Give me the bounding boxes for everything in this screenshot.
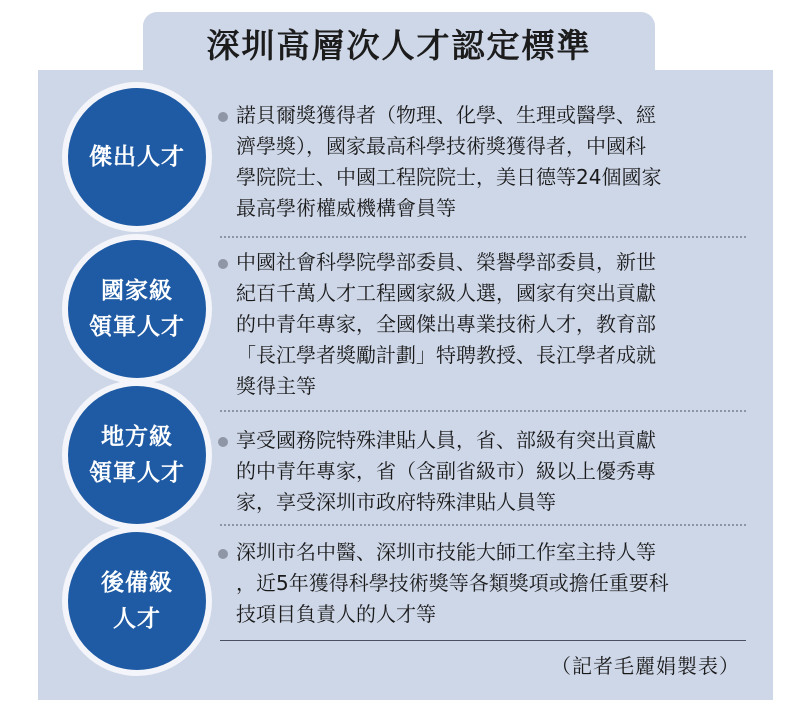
category-label-line: 人才 <box>113 606 161 632</box>
description-line: 深圳市名中醫、深圳市技能大師工作室主持人等 <box>236 540 656 564</box>
bullet-icon <box>218 259 228 269</box>
description-line: 獎得主等 <box>236 374 316 398</box>
category-badge-local <box>68 386 206 524</box>
bullet-icon <box>218 112 228 122</box>
description-line: 的中青年專家，全國傑出專業技術人才，教育部 <box>236 312 656 336</box>
description-line: 學院院士、中國工程院院士，美日德等24個國家 <box>236 165 662 189</box>
category-label-line: 領軍人才 <box>89 314 185 340</box>
description-line: 濟學獎），國家最高科學技術獎獲得者，中國科 <box>236 134 646 158</box>
row-divider <box>220 410 746 412</box>
footer-divider <box>220 640 746 641</box>
description-line: 中國社會科學院學部委員、榮譽學部委員，新世 <box>236 250 656 274</box>
description-line: 家，享受深圳市政府特殊津貼人員等 <box>236 490 556 514</box>
page-title: 深圳高層次人才認定標準 <box>206 25 592 65</box>
description-line: 諾貝爾獎獲得者（物理、化學、生理或醫學、經 <box>236 103 656 127</box>
bullet-icon <box>218 437 228 447</box>
description-line: ，近5年獲得科學技術獎等各類獎項或擔任重要科 <box>236 571 669 595</box>
category-description <box>236 537 756 630</box>
category-description <box>236 100 756 224</box>
row-divider <box>220 524 746 526</box>
row-divider <box>220 236 746 238</box>
category-label-line: 傑出人才 <box>89 144 185 170</box>
category-label-line: 國家級 <box>101 278 173 304</box>
category-description <box>236 425 756 518</box>
category-badge-reserve <box>68 532 206 670</box>
description-line: 的中青年專家，省（含副省級市）級以上優秀專 <box>236 459 656 483</box>
description-line: 享受國務院特殊津貼人員，省、部級有突出貢獻 <box>236 428 656 452</box>
bullet-icon <box>218 549 228 559</box>
description-line: 紀百千萬人才工程國家級人選，國家有突出貢獻 <box>236 281 656 305</box>
category-label-line: 領軍人才 <box>89 460 185 486</box>
category-badge-national <box>68 240 206 378</box>
category-description <box>236 247 756 402</box>
category-label-line: 地方級 <box>101 424 173 450</box>
category-badge-outstanding <box>68 88 206 226</box>
credit-note: （記者毛麗娟製表） <box>551 654 740 678</box>
description-line: 技項目負責人的人才等 <box>236 602 436 626</box>
description-line: 「長江學者獎勵計劃」特聘教授、長江學者成就 <box>236 343 656 367</box>
category-label-line: 後備級 <box>101 570 173 596</box>
description-line: 最高學術權威機構會員等 <box>236 196 456 220</box>
title-tab <box>143 12 655 74</box>
